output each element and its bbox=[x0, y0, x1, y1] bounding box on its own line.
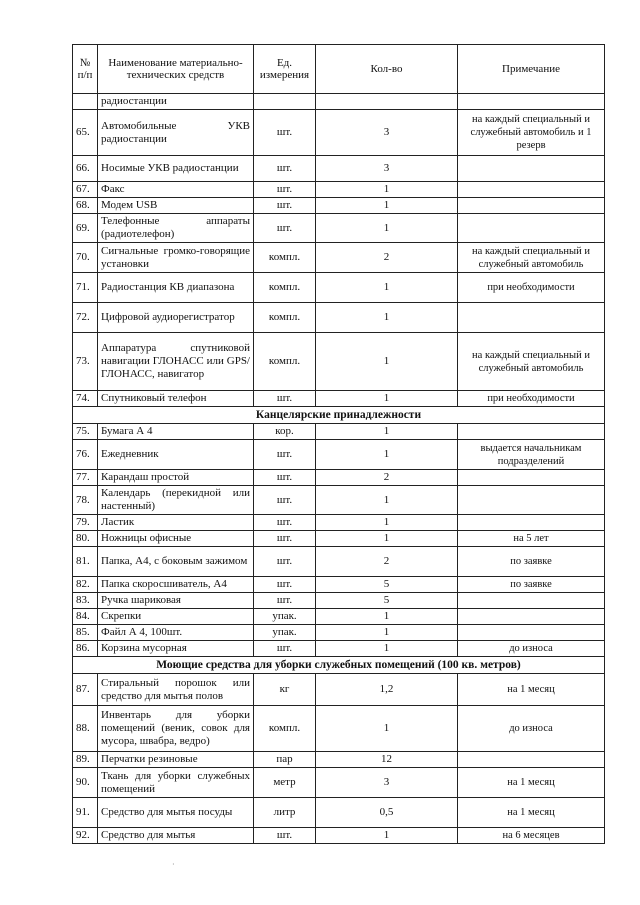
cell-note: до износа bbox=[458, 641, 605, 657]
cell-num: 67. bbox=[73, 182, 98, 198]
cell-unit: литр bbox=[254, 798, 316, 828]
header-qty: Кол-во bbox=[316, 45, 458, 94]
scan-speck: · bbox=[172, 860, 175, 869]
cell-name: Аппаратура спутниковой навигации ГЛОНАСС или GPS/ГЛОНАСС, навигатор bbox=[98, 333, 254, 391]
cell-qty: 2 bbox=[316, 243, 458, 273]
cell-num: 73. bbox=[73, 333, 98, 391]
table-row bbox=[73, 625, 605, 641]
cell-num: 80. bbox=[73, 531, 98, 547]
cell-name: Ежедневник bbox=[98, 440, 254, 470]
cell-num: 81. bbox=[73, 547, 98, 577]
cell-name: Факс bbox=[98, 182, 254, 198]
section-header-stationery bbox=[73, 407, 605, 424]
cell-qty: 3 bbox=[316, 156, 458, 182]
cell-unit: упак. bbox=[254, 625, 316, 641]
cell-note: на каждый специальный и служебный автомобиль bbox=[458, 333, 605, 391]
cell-note bbox=[458, 486, 605, 515]
cell-qty: 1 bbox=[316, 391, 458, 407]
cell-name: Модем USB bbox=[98, 198, 254, 214]
cell-name: Спутниковый телефон bbox=[98, 391, 254, 407]
table-row bbox=[73, 828, 605, 844]
table-row bbox=[73, 593, 605, 609]
section-title: Канцелярские принадлежности bbox=[73, 407, 605, 424]
cell-qty: 12 bbox=[316, 752, 458, 768]
cell-qty: 1 bbox=[316, 273, 458, 303]
cell-name: Средство для мытья посуды bbox=[98, 798, 254, 828]
cell-unit: шт. bbox=[254, 577, 316, 593]
carry-over-num bbox=[73, 94, 98, 110]
cell-unit: шт. bbox=[254, 156, 316, 182]
cell-num: 66. bbox=[73, 156, 98, 182]
cell-qty: 3 bbox=[316, 768, 458, 798]
cell-unit: шт. bbox=[254, 470, 316, 486]
cell-note: на 1 месяц bbox=[458, 674, 605, 706]
cell-name: Цифровой аудиорегистратор bbox=[98, 303, 254, 333]
cell-qty: 2 bbox=[316, 547, 458, 577]
cell-qty: 1 bbox=[316, 198, 458, 214]
cell-name: Папка, А4, с боковым зажимом bbox=[98, 547, 254, 577]
cell-name: Бумага А 4 bbox=[98, 424, 254, 440]
cell-note: на 6 месяцев bbox=[458, 828, 605, 844]
cell-num: 70. bbox=[73, 243, 98, 273]
cell-name: Скрепки bbox=[98, 609, 254, 625]
cell-note bbox=[458, 156, 605, 182]
cell-num: 79. bbox=[73, 515, 98, 531]
cell-qty: 1 bbox=[316, 828, 458, 844]
cell-name: Ручка шариковая bbox=[98, 593, 254, 609]
table-row bbox=[73, 303, 605, 333]
section-header-cleaning bbox=[73, 657, 605, 674]
table-row bbox=[73, 243, 605, 273]
cell-num: 77. bbox=[73, 470, 98, 486]
cell-qty: 1,2 bbox=[316, 674, 458, 706]
cell-note: при необходимости bbox=[458, 273, 605, 303]
table-row bbox=[73, 333, 605, 391]
cell-num: 82. bbox=[73, 577, 98, 593]
cell-qty: 1 bbox=[316, 486, 458, 515]
cell-note: на 1 месяц bbox=[458, 798, 605, 828]
cell-num: 68. bbox=[73, 198, 98, 214]
cell-note: по заявке bbox=[458, 577, 605, 593]
cell-qty: 1 bbox=[316, 625, 458, 641]
cell-unit: шт. bbox=[254, 486, 316, 515]
table-row bbox=[73, 486, 605, 515]
cell-note: по заявке bbox=[458, 547, 605, 577]
cell-qty: 1 bbox=[316, 214, 458, 243]
cell-note bbox=[458, 752, 605, 768]
cell-note bbox=[458, 515, 605, 531]
cell-unit: кг bbox=[254, 674, 316, 706]
cell-unit: упак. bbox=[254, 609, 316, 625]
cell-num: 88. bbox=[73, 706, 98, 752]
cell-unit: шт. bbox=[254, 547, 316, 577]
cell-unit: шт. bbox=[254, 828, 316, 844]
cell-name: Ластик bbox=[98, 515, 254, 531]
cell-note: на каждый специальный и служебный автомобиль и 1 резерв bbox=[458, 110, 605, 156]
table-row bbox=[73, 470, 605, 486]
cell-unit: пар bbox=[254, 752, 316, 768]
cell-note bbox=[458, 470, 605, 486]
cell-qty: 0,5 bbox=[316, 798, 458, 828]
cell-qty: 1 bbox=[316, 333, 458, 391]
table-row bbox=[73, 577, 605, 593]
cell-note bbox=[458, 214, 605, 243]
cell-num: 69. bbox=[73, 214, 98, 243]
table-row bbox=[73, 674, 605, 706]
cell-name: Файл А 4, 100шт. bbox=[98, 625, 254, 641]
cell-name: Инвентарь для уборки помещений (веник, совок для мусора, швабра, ведро) bbox=[98, 706, 254, 752]
table-row bbox=[73, 641, 605, 657]
table-row bbox=[73, 768, 605, 798]
table-row bbox=[73, 273, 605, 303]
cell-num: 78. bbox=[73, 486, 98, 515]
cell-note: на 1 месяц bbox=[458, 768, 605, 798]
carry-over-unit bbox=[254, 94, 316, 110]
cell-unit: шт. bbox=[254, 198, 316, 214]
cell-name: Корзина мусорная bbox=[98, 641, 254, 657]
cell-name: Папка скоросшиватель, А4 bbox=[98, 577, 254, 593]
cell-unit: шт. bbox=[254, 515, 316, 531]
cell-unit: компл. bbox=[254, 706, 316, 752]
cell-note: на каждый специальный и служебный автомобиль bbox=[458, 243, 605, 273]
table-row bbox=[73, 609, 605, 625]
cell-unit: шт. bbox=[254, 440, 316, 470]
cell-note bbox=[458, 609, 605, 625]
cell-qty: 1 bbox=[316, 641, 458, 657]
cell-num: 71. bbox=[73, 273, 98, 303]
cell-qty: 1 bbox=[316, 515, 458, 531]
table-row bbox=[73, 440, 605, 470]
table-row bbox=[73, 198, 605, 214]
table-row bbox=[73, 214, 605, 243]
cell-qty: 1 bbox=[316, 531, 458, 547]
cell-note bbox=[458, 182, 605, 198]
cell-num: 72. bbox=[73, 303, 98, 333]
equipment-table bbox=[72, 44, 605, 844]
cell-note: на 5 лет bbox=[458, 531, 605, 547]
cell-note bbox=[458, 303, 605, 333]
cell-qty: 1 bbox=[316, 303, 458, 333]
cell-unit: шт. bbox=[254, 531, 316, 547]
cell-name: Календарь (перекидной или настенный) bbox=[98, 486, 254, 515]
header-name: Наименование материально-технических средств bbox=[98, 45, 254, 94]
cell-note bbox=[458, 198, 605, 214]
cell-qty: 1 bbox=[316, 182, 458, 198]
cell-name: Телефонные аппараты (радиотелефон) bbox=[98, 214, 254, 243]
cell-num: 86. bbox=[73, 641, 98, 657]
table-row bbox=[73, 182, 605, 198]
carry-over-row bbox=[73, 94, 605, 110]
cell-note: до износа bbox=[458, 706, 605, 752]
cell-num: 83. bbox=[73, 593, 98, 609]
header-unit: Ед. измерения bbox=[254, 45, 316, 94]
table-row bbox=[73, 547, 605, 577]
table-row bbox=[73, 424, 605, 440]
cell-num: 65. bbox=[73, 110, 98, 156]
table-row bbox=[73, 798, 605, 828]
header-num: № п/п bbox=[73, 45, 98, 94]
cell-qty: 3 bbox=[316, 110, 458, 156]
cell-unit: компл. bbox=[254, 333, 316, 391]
cell-name: Средство для мытья bbox=[98, 828, 254, 844]
carry-over-note bbox=[458, 94, 605, 110]
carry-over-name: радиостанции bbox=[98, 94, 254, 110]
cell-qty: 1 bbox=[316, 706, 458, 752]
table-body bbox=[73, 94, 605, 844]
cell-num: 75. bbox=[73, 424, 98, 440]
cell-unit: компл. bbox=[254, 303, 316, 333]
cell-note bbox=[458, 625, 605, 641]
cell-name: Ножницы офисные bbox=[98, 531, 254, 547]
cell-num: 90. bbox=[73, 768, 98, 798]
table-row bbox=[73, 752, 605, 768]
cell-qty: 5 bbox=[316, 577, 458, 593]
cell-name: Стиральный порошок или средство для мытья полов bbox=[98, 674, 254, 706]
cell-num: 84. bbox=[73, 609, 98, 625]
cell-unit: компл. bbox=[254, 243, 316, 273]
cell-num: 87. bbox=[73, 674, 98, 706]
cell-num: 91. bbox=[73, 798, 98, 828]
table-row bbox=[73, 531, 605, 547]
cell-name: Автомобильные УКВ радиостанции bbox=[98, 110, 254, 156]
cell-num: 74. bbox=[73, 391, 98, 407]
cell-name: Носимые УКВ радиостанции bbox=[98, 156, 254, 182]
cell-name: Перчатки резиновые bbox=[98, 752, 254, 768]
cell-note: при необходимости bbox=[458, 391, 605, 407]
cell-qty: 5 bbox=[316, 593, 458, 609]
cell-num: 89. bbox=[73, 752, 98, 768]
cell-unit: метр bbox=[254, 768, 316, 798]
cell-name: Радиостанция КВ диапазона bbox=[98, 273, 254, 303]
table-row bbox=[73, 391, 605, 407]
table-row bbox=[73, 515, 605, 531]
cell-unit: шт. bbox=[254, 182, 316, 198]
cell-unit: шт. bbox=[254, 641, 316, 657]
cell-unit: компл. bbox=[254, 273, 316, 303]
table-row bbox=[73, 110, 605, 156]
cell-unit: шт. bbox=[254, 214, 316, 243]
cell-num: 92. bbox=[73, 828, 98, 844]
section-title: Моющие средства для уборки служебных помещений (100 кв. метров) bbox=[73, 657, 605, 674]
cell-unit: шт. bbox=[254, 593, 316, 609]
cell-name: Ткань для уборки служебных помещений bbox=[98, 768, 254, 798]
cell-unit: шт. bbox=[254, 110, 316, 156]
cell-qty: 2 bbox=[316, 470, 458, 486]
cell-unit: кор. bbox=[254, 424, 316, 440]
cell-note: выдается начальникам подразделений bbox=[458, 440, 605, 470]
table-header-row bbox=[73, 45, 605, 94]
cell-name: Сигнальные громко-говорящие установки bbox=[98, 243, 254, 273]
table-row bbox=[73, 706, 605, 752]
cell-qty: 1 bbox=[316, 424, 458, 440]
cell-num: 85. bbox=[73, 625, 98, 641]
cell-note bbox=[458, 593, 605, 609]
cell-num: 76. bbox=[73, 440, 98, 470]
table-row bbox=[73, 156, 605, 182]
cell-name: Карандаш простой bbox=[98, 470, 254, 486]
cell-note bbox=[458, 424, 605, 440]
cell-qty: 1 bbox=[316, 440, 458, 470]
header-note: Примечание bbox=[458, 45, 605, 94]
cell-qty: 1 bbox=[316, 609, 458, 625]
cell-unit: шт. bbox=[254, 391, 316, 407]
carry-over-qty bbox=[316, 94, 458, 110]
